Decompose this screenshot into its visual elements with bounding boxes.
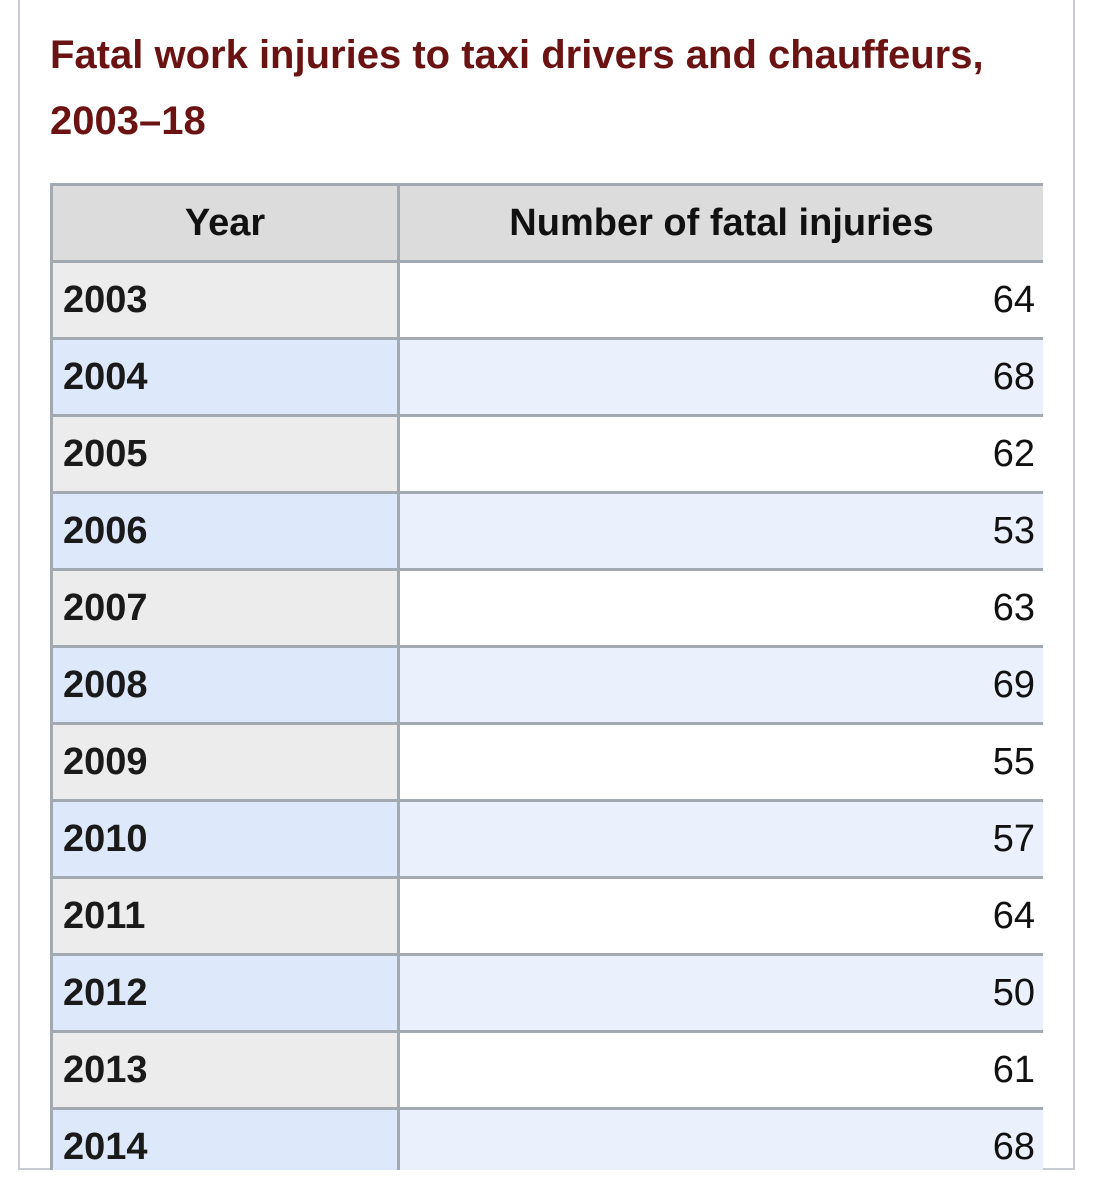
table-row bbox=[52, 493, 1044, 570]
fatal-injuries-cell: 68 bbox=[399, 1109, 1044, 1171]
fatal-injuries-cell: 50 bbox=[399, 955, 1044, 1032]
year-cell: 2014 bbox=[52, 1109, 399, 1171]
fatal-injuries-cell: 62 bbox=[399, 416, 1044, 493]
year-cell: 2003 bbox=[52, 262, 399, 339]
fatal-injuries-cell: 69 bbox=[399, 647, 1044, 724]
fatal-injuries-table bbox=[50, 183, 1043, 1170]
fatal-injuries-cell: 57 bbox=[399, 801, 1044, 878]
table-row bbox=[52, 1109, 1044, 1171]
table-row bbox=[52, 647, 1044, 724]
table-row bbox=[52, 724, 1044, 801]
table-row bbox=[52, 262, 1044, 339]
table-body bbox=[52, 262, 1044, 1171]
year-cell: 2011 bbox=[52, 878, 399, 955]
year-cell: 2013 bbox=[52, 1032, 399, 1109]
year-cell: 2010 bbox=[52, 801, 399, 878]
table-container[interactable] bbox=[50, 183, 1043, 1170]
year-cell: 2004 bbox=[52, 339, 399, 416]
table-row bbox=[52, 955, 1044, 1032]
table-header-row bbox=[52, 185, 1044, 262]
fatal-injuries-cell: 64 bbox=[399, 262, 1044, 339]
year-cell: 2006 bbox=[52, 493, 399, 570]
year-cell: 2007 bbox=[52, 570, 399, 647]
fatal-injuries-cell: 68 bbox=[399, 339, 1044, 416]
table-row bbox=[52, 416, 1044, 493]
fatal-injuries-cell: 63 bbox=[399, 570, 1044, 647]
fatal-injuries-cell: 53 bbox=[399, 493, 1044, 570]
column-header-year: Year bbox=[52, 185, 399, 262]
table-title: Fatal work injuries to taxi drivers and chauffeurs, 2003–18 bbox=[50, 33, 984, 143]
column-header-fatal-injuries: Number of fatal injuries bbox=[399, 185, 1044, 262]
fatal-injuries-cell: 61 bbox=[399, 1032, 1044, 1109]
fatal-injuries-cell: 55 bbox=[399, 724, 1044, 801]
table-row bbox=[52, 878, 1044, 955]
year-cell: 2009 bbox=[52, 724, 399, 801]
table-row bbox=[52, 570, 1044, 647]
year-cell: 2005 bbox=[52, 416, 399, 493]
year-cell: 2012 bbox=[52, 955, 399, 1032]
table-row bbox=[52, 801, 1044, 878]
table-row bbox=[52, 339, 1044, 416]
year-cell: 2008 bbox=[52, 647, 399, 724]
fatal-injuries-cell: 64 bbox=[399, 878, 1044, 955]
table-row bbox=[52, 1032, 1044, 1109]
